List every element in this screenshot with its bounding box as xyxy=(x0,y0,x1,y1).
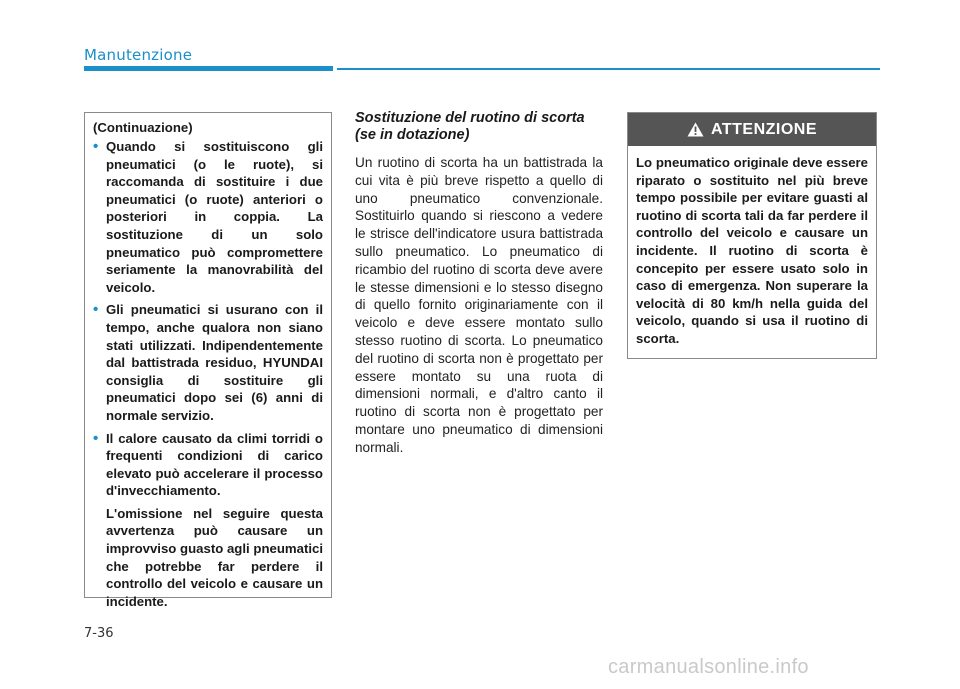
warning-consequence: L'omissione nel seguire questa avvertenza può causare un improvviso guasto agli pneumatici che potrebbe far perdere il controllo del veicolo e causare un incidente. xyxy=(106,505,323,609)
section-heading: Sostituzione del ruotino di scorta (se in dotazione) xyxy=(355,110,585,143)
spare-tire-section xyxy=(355,110,603,457)
attention-title: ATTENZIONE xyxy=(710,120,818,138)
attention-box xyxy=(627,112,877,359)
section-title: Manutenzione xyxy=(84,46,193,64)
warning-bullet-list xyxy=(93,138,323,500)
continued-warning-box xyxy=(84,112,332,609)
bullet-item: • Quando si sostituiscono gli pneumatici (o le ruote), si raccomanda di sostituire i due pneumatici (o ruote) anteriori o posteriori in coppia. La sostituzione di un solo pneumatico può compromettere seriamente la manovrabilità del veicolo. xyxy=(93,138,323,296)
watermark: carmanualsonline.info xyxy=(608,656,809,678)
attention-header xyxy=(628,113,876,146)
section-body: Un ruotino di scorta ha un battistrada la cui vita è più breve rispetto a quello di uno pneumatico convenzionale. Sostituirlo quando si riescono a vedere le strisce dell'indicatore usura battistrada sullo pneumatico. Lo pneumatico di ricambio del ruotino di scorta deve avere le stesse dimensioni e lo stesso disegno di quello fornito originariamente con il veicolo e deve essere montato sullo stesso ruotino di scorta. Lo pneumatico del ruotino di scorta non è progettato per essere montato su una ruota di dimensioni normali, e d'altro canto il ruotino di scorta non è progettato per montare uno pneumatico di dimensioni normali. xyxy=(355,155,603,455)
bullet-item: • Gli pneumatici si usurano con il tempo, anche qualora non siano stati utilizzati. Indipendentemente dal battistrada residuo, HYUNDAI consiglia di sostituire gli pneumatici dopo sei (6) anni di normale servizio. xyxy=(93,301,323,424)
bullet-item: • Il calore causato da climi torridi o frequenti condizioni di carico elevato può accelerare il processo d'invecchiamento. xyxy=(93,430,323,500)
attention-body: Lo pneumatico originale deve essere riparato o sostituito nel più breve tempo possibile per evitare guasti al ruotino di scorta tali da far perdere il controllo del veicolo e causare un incidente. Il ruotino di scorta è concepito per essere usato solo in caso di emergenza. Non superare la velocità di 80 km/h nella guida del veicolo, quando si usa il ruotino di scorta. xyxy=(636,155,868,346)
page-number: 7-36 xyxy=(84,626,114,641)
continued-label: (Continuazione) xyxy=(93,120,193,135)
header-rule-thin xyxy=(337,68,880,70)
warning-triangle-icon xyxy=(687,122,704,137)
header-rule-thick xyxy=(84,66,333,71)
